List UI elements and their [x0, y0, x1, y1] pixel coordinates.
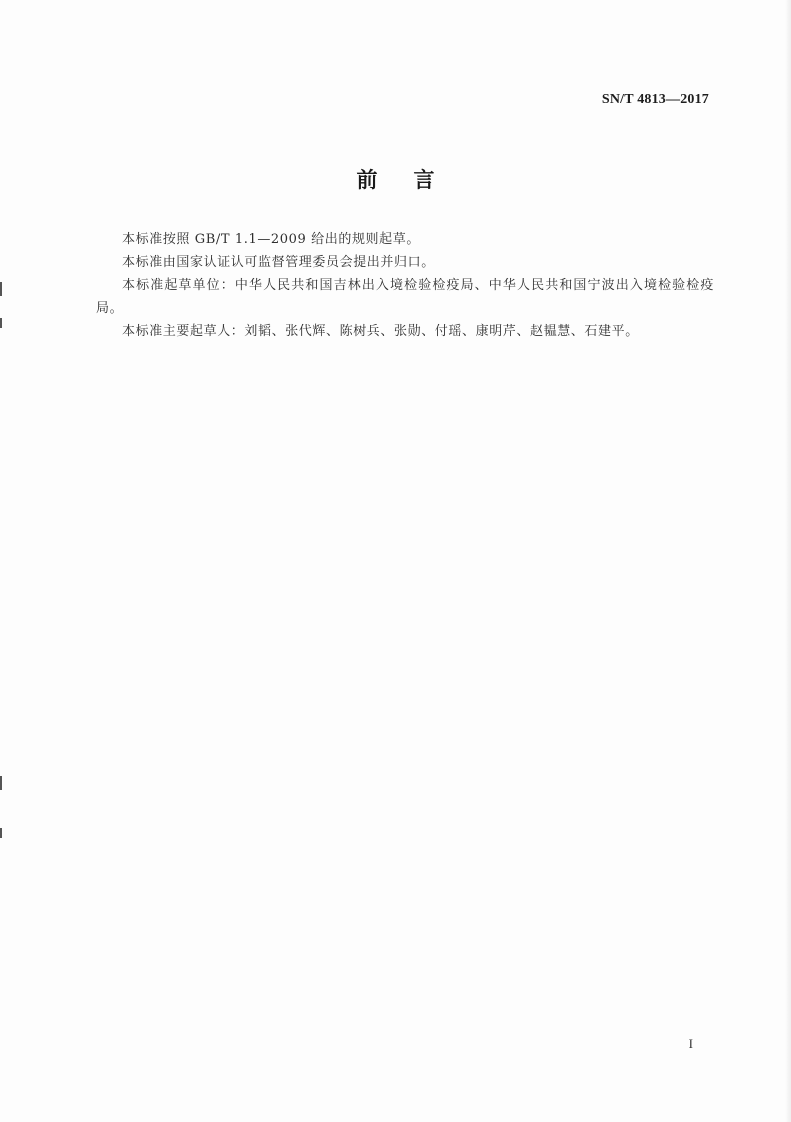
paragraph-drafters: 本标准主要起草人：刘韬、张代辉、陈树兵、张勋、付瑶、康明芹、赵韫慧、石建平。 — [122, 324, 639, 339]
scan-artifact — [0, 282, 2, 296]
title-char-2: 言 — [413, 168, 435, 192]
standard-code: SN/T 4813—2017 — [601, 92, 709, 107]
paragraph-proposer: 本标准由国家认证认可监督管理委员会提出并归口。 — [122, 255, 435, 270]
paragraph-drafting-rules: 本标准按照 GB/T 1.1—2009 给出的规则起草。 — [122, 232, 420, 247]
page-number: I — [688, 1036, 693, 1051]
paragraph-drafting-units: 本标准起草单位：中华人民共和国吉林出入境检验检疫局、中华人民共和国宁波出入境检验检疫局。 — [96, 278, 714, 316]
foreword-body — [96, 228, 714, 343]
title-char-1: 前 — [356, 168, 378, 192]
scan-artifact — [0, 776, 2, 790]
scan-artifact — [0, 828, 2, 838]
scan-artifact — [0, 318, 2, 328]
page-edge-shadow — [785, 0, 791, 1122]
page-title — [0, 164, 791, 194]
